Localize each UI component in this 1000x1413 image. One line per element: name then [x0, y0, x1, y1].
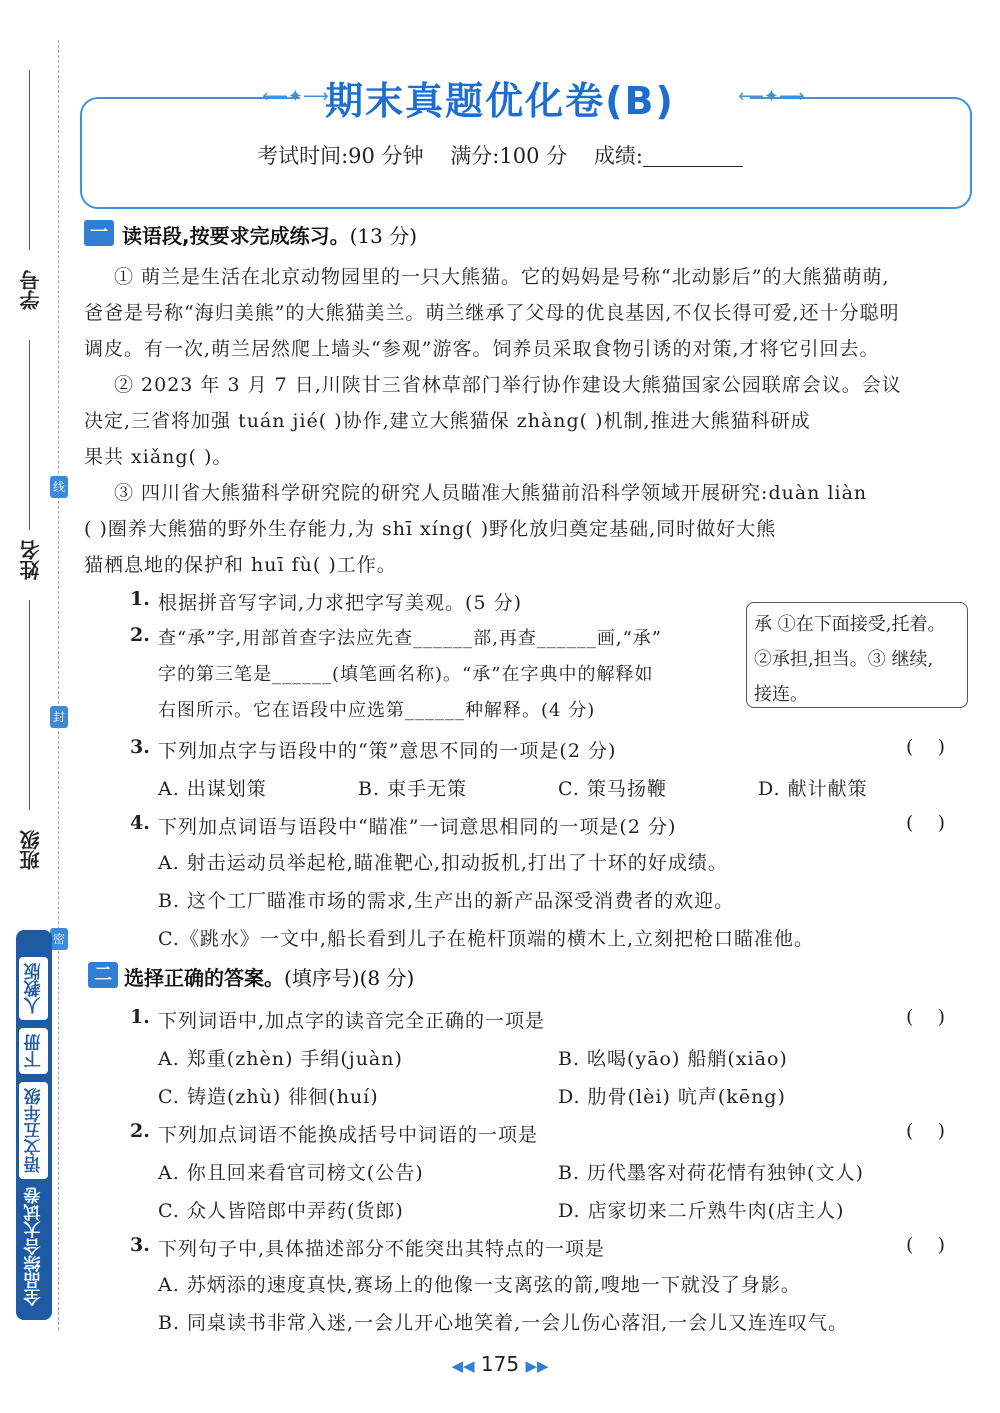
section-2-title	[124, 962, 414, 991]
passage-2-line-3: 果共 xiǎng( )。	[84, 446, 233, 468]
q2-1-option-c: C. 铸造(zhù) 徘徊(huí)	[158, 1086, 379, 1108]
passage-1-line-1: ① 萌兰是生活在北京动物园里的一只大熊猫。它的妈妈是号称“北动影后”的大熊猫萌萌,	[114, 266, 890, 288]
series-grade: 语文五年级	[20, 1082, 49, 1179]
score-label: 成绩:	[593, 144, 643, 168]
full-score: 满分:100 分	[450, 144, 568, 168]
q2-2-text: 下列加点词语不能换成括号中词语的一项是	[158, 1124, 539, 1146]
q2-2-option-a: A. 你且回来看官司榜文(公告)	[158, 1162, 424, 1184]
series-spine	[16, 930, 52, 1320]
q2-3-text: 下列句子中,具体描述部分不能突出其特点的一项是	[158, 1238, 606, 1260]
q1-2-line-1: 查“承”字,用部首查字法应先查______部,再查______画,“承”	[158, 628, 662, 649]
q2-1-option-a: A. 郑重(zhèn) 手绢(juàn)	[158, 1048, 403, 1070]
series-edition: 人教版	[20, 957, 49, 1020]
name-line	[29, 600, 30, 810]
q1-4-text: 下列加点词语与语段中“瞄准”一词意思相同的一项是(2 分)	[158, 816, 677, 838]
passage-1-line-3: 调皮。有一次,萌兰居然爬上墙头“参观”游客。饲养员采取食物引诱的对策,才将它引回去。	[84, 338, 880, 360]
exam-time: 考试时间:90 分钟	[257, 144, 424, 168]
q1-1-text: 根据拼音写字词,力求把字写美观。(5 分)	[158, 592, 522, 614]
q1-3-answer-slot[interactable]: ( )	[906, 736, 945, 758]
q2-1-option-b: B. 吆喝(yāo) 船艄(xiāo)	[558, 1048, 788, 1070]
series-volume: 下册	[20, 1028, 49, 1074]
series-name: 全品综合大试卷	[24, 1187, 45, 1306]
q2-2-answer-slot[interactable]: ( )	[906, 1120, 945, 1142]
page-footer	[0, 1352, 1000, 1376]
seal-secret-mark: 密	[50, 928, 68, 950]
q2-2-option-b: B. 历代墨客对荷花情有独钟(文人)	[558, 1162, 864, 1184]
passage-3-line-1: ③ 四川省大熊猫科学研究院的研究人员瞄准大熊猫前沿科学领域开展研究:duàn liàn	[114, 482, 868, 504]
q1-3-number: 3.	[130, 736, 150, 758]
name-line-top	[29, 340, 30, 530]
q2-3-number: 3.	[130, 1234, 150, 1256]
dictionary-line-1: 承 ①在下面接受,托着。	[754, 614, 946, 635]
q1-4-option-a: A. 射击运动员举起枪,瞄准靶心,扣动扳机,打出了十环的好成绩。	[158, 852, 728, 874]
section-2-points: (填序号)(8 分)	[284, 966, 415, 990]
seal-line-mark: 线	[50, 476, 68, 498]
q2-3-option-a: A. 苏炳添的速度真快,赛场上的他像一支离弦的箭,嗖地一下就没了身影。	[158, 1274, 801, 1296]
q1-4-number: 4.	[130, 812, 150, 834]
section-2-title-text: 选择正确的答案。	[124, 966, 284, 990]
passage-2-line-2: 决定,三省将加强 tuán jié( )协作,建立大熊猫保 zhàng( )机制,推进大熊猫科研成	[84, 410, 811, 432]
section-1-title-text: 读语段,按要求完成练习。	[122, 224, 350, 248]
right-ornament-icon: ⟵✦⟶	[738, 86, 805, 107]
q2-2-option-c: C. 众人皆陪郎中弄药(货郎)	[158, 1200, 404, 1222]
next-arrows-icon: ▶▶	[525, 1357, 549, 1375]
student-no-label: 学号	[19, 270, 43, 310]
page-number: 175	[480, 1352, 520, 1376]
q1-2-number: 2.	[130, 624, 150, 646]
q1-2-line-3: 右图所示。它在语段中应选第______种解释。(4 分)	[158, 700, 596, 721]
passage-3-line-3: 猫栖息地的保护和 huī fù( )工作。	[84, 554, 397, 576]
passage-1-line-2: 爸爸是号称“海归美熊”的大熊猫美兰。萌兰继承了父母的优良基因,不仅长得可爱,还十分聪明	[84, 302, 900, 324]
q1-1-number: 1.	[130, 588, 150, 610]
left-ornament-icon: ⟵✦⟶	[262, 86, 329, 107]
q2-3-option-b: B. 同桌读书非常入迷,一会儿开心地笑着,一会儿伤心落泪,一会儿又连连叹气。	[158, 1312, 849, 1334]
q1-3-option-b: B. 束手无策	[358, 778, 468, 800]
dictionary-line-2: ②承担,担当。③ 继续,	[754, 649, 934, 670]
page-title: 期末真题优化卷(B)	[325, 79, 675, 123]
section-1-points: (13 分)	[349, 224, 418, 248]
section-2-number: 二	[88, 962, 118, 988]
q2-3-answer-slot[interactable]: ( )	[906, 1234, 945, 1256]
q2-1-answer-slot[interactable]: ( )	[906, 1006, 945, 1028]
q1-4-option-c: C.《跳水》一文中,船长看到儿子在桅杆顶端的横木上,立刻把枪口瞄准他。	[158, 928, 814, 950]
passage-2-line-1: ② 2023 年 3 月 7 日,川陕甘三省林草部门举行协作建设大熊猫国家公园联席会议。会议	[114, 374, 902, 396]
passage-3-line-2: ( )圈养大熊猫的野外生存能力,为 shī xíng( )野化放归奠定基础,同时做好大熊	[84, 518, 777, 540]
exam-meta	[0, 140, 1000, 170]
score-blank[interactable]	[643, 148, 743, 167]
prev-arrows-icon: ◀◀	[451, 1357, 475, 1375]
name-label: 姓名	[19, 540, 43, 580]
q1-4-answer-slot[interactable]: ( )	[906, 812, 945, 834]
class-label: 班级	[19, 830, 43, 870]
q2-2-option-d: D. 店家切来二斤熟牛肉(店主人)	[558, 1200, 845, 1222]
q1-3-option-d: D. 献计献策	[758, 778, 868, 800]
q1-2-line-2: 字的第三笔是______(填笔画名称)。“承”在字典中的解释如	[158, 664, 654, 685]
seal-seal-mark: 封	[50, 706, 68, 728]
dictionary-line-3: 接连。	[754, 684, 808, 705]
q1-4-option-b: B. 这个工厂瞄准市场的需求,生产出的新产品深受消费者的欢迎。	[158, 890, 735, 912]
q2-1-option-d: D. 肋骨(lèi) 吭声(kēng)	[558, 1086, 786, 1108]
q2-1-number: 1.	[130, 1006, 150, 1028]
section-1-title	[122, 220, 417, 249]
q2-1-text: 下列词语中,加点字的读音完全正确的一项是	[158, 1010, 546, 1032]
q1-3-text: 下列加点字与语段中的“策”意思不同的一项是(2 分)	[158, 740, 617, 762]
q1-3-option-c: C. 策马扬鞭	[558, 778, 667, 800]
q2-2-number: 2.	[130, 1120, 150, 1142]
binding-dashed-line	[58, 40, 59, 1330]
section-1-number: 一	[84, 220, 114, 246]
q1-3-option-a: A. 出谋划策	[158, 778, 267, 800]
